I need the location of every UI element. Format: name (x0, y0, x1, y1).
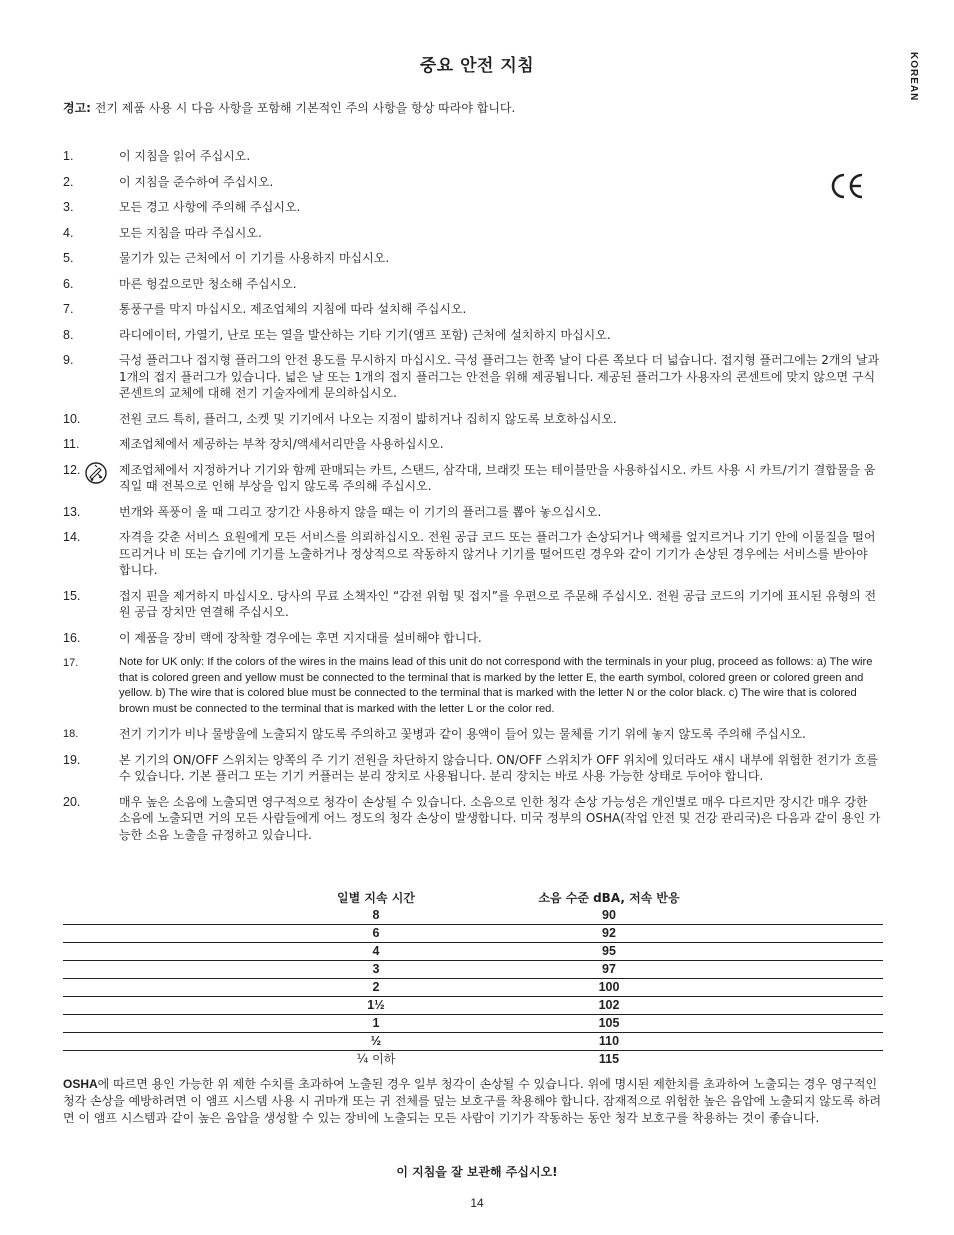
item-number: 19. (63, 752, 81, 767)
item-text: 접지 핀을 제거하지 마십시오. 당사의 무료 소책자인 “감전 위험 및 접지”를 우편으로 주문해 주십시오. 전원 공급 코드의 기기에 표시된 유형의 전원 공급 장치만 연결해 주십시오. (119, 588, 877, 619)
item-text: 제조업체에서 제공하는 부착 장치/액세서리만을 사용하십시오. (119, 437, 444, 451)
level-cell: 110 (598, 1034, 620, 1048)
duration-cell: 8 (372, 908, 380, 922)
header-noise-level: 소음 수준 dBA, 저속 반응 (538, 891, 680, 905)
item-number: 17. (63, 657, 79, 669)
list-item (63, 655, 883, 717)
list-item (63, 199, 883, 216)
item-text: 이 지침을 읽어 주십시오. (119, 149, 251, 163)
item-text: 매우 높은 소음에 노출되면 영구적으로 청각이 손상될 수 있습니다. 소음으로 인한 청각 손상 가능성은 개인별로 매우 다르지만 장시간 매우 강한 소음에 노출되면 거의 모든 사람들에게 어느 정도의 청각 손상이 발생합니다. 미국 정부의 OSHA(작업 안전 및 건강 관리국)은 다음과 같이 용인 가능한 소음 노출을 규정하고 있습니다. (119, 794, 881, 842)
item-number: 5. (63, 251, 74, 265)
osha-note-text: 에 따르면 용인 가능한 위 제한 수치를 초과하여 노출된 경우 일부 청각이 손상될 수 있습니다. 위에 명시된 제한치를 초과하여 노출되는 경우 영구적인 청각 손상을 예방하려면 이 앰프 시스템 사용 시 귀마개 또는 귀 전체를 덮는 보호구를 착용해야 합니다. 잠재적으로 위험한 높은 음압에 노출되지 않도록 하려면 이 앰프 시스템과 같이 높은 음압을 생성할 수 있는 장비에 노출되는 모든 사람이 기기가 작동하는 동안 청각 보호구를 착용하는 것이 좋습니다. (63, 1077, 882, 1125)
item-text: 자격을 갖춘 서비스 요원에게 모든 서비스를 의뢰하십시오. 전원 공급 코드 또는 플러그가 손상되거나 액체를 엎지르거나 기기 안에 이물질을 떨어뜨리거나 비 또는 습기에 기기를 노출하거나 정상적으로 작동하지 않거나 기기를 떨어뜨린 경우와 같이 기기가 손상된 경우에는 서비스를 받아야 합니다. (119, 530, 876, 577)
page-title: 중요 안전 지침 (419, 56, 535, 76)
language-tab: KOREAN (908, 52, 919, 102)
item-text: 극성 플러그나 접지형 플러그의 안전 용도를 무시하지 마십시오. 극성 플러그는 한쪽 날이 다른 쪽보다 더 넓습니다. 접지형 플러그에는 2개의 날과 1개의 접지 플러그가 있습니다. 넓은 날 또는 1개의 접지 플러그는 안전을 위해 제공됩니다. 제공된 플러그가 사용자의 콘센트에 맞지 않으면 구식 콘센트의 교체에 대해 전기 기술자에게 문의하십시오. (119, 353, 880, 400)
item-number: 7. (63, 302, 74, 316)
item-number: 6. (63, 276, 74, 291)
duration-cell: 1½ (367, 998, 385, 1012)
list-item (63, 276, 883, 293)
list-item (63, 411, 883, 428)
duration-cell: 6 (372, 926, 380, 940)
list-item (63, 327, 883, 344)
item-number: 8. (63, 327, 74, 342)
table-row (63, 943, 883, 961)
duration-cell: ¼ 이하 (356, 1052, 396, 1066)
osha-note (63, 1076, 885, 1127)
list-item (63, 250, 883, 267)
list-item (63, 529, 883, 579)
level-cell: 92 (602, 926, 616, 940)
item-number: 13. (63, 504, 81, 519)
keep-instructions-notice: 이 지침을 잘 보관해 주십시오! (396, 1165, 558, 1179)
item-number: 15. (63, 588, 81, 603)
list-item (63, 752, 883, 785)
cart-tip-over-warning-icon (84, 462, 108, 484)
table-row (63, 997, 883, 1015)
list-item (63, 436, 883, 453)
safety-instructions-list (63, 148, 883, 852)
level-cell: 100 (598, 980, 620, 994)
item-text: 모든 경고 사항에 주의해 주십시오. (119, 200, 301, 214)
level-cell: 105 (598, 1016, 620, 1030)
item-text: 본 기기의 ON/OFF 스위치는 양쪽의 주 기기 전원을 차단하지 않습니다. ON/OFF 스위치가 OFF 위치에 있더라도 섀시 내부에 위험한 전기가 흐를 수 있습니다. 기본 플러그 또는 기기 커플러는 분리 장치로 사용됩니다. 분리 장치는 바로 사용 가능한 상태로 두어야 합니다. (119, 752, 878, 783)
table-header-row (63, 889, 883, 907)
item-text: 전원 코드 특히, 플러그, 소켓 및 기기에서 나오는 지점이 밟히거나 집히지 않도록 보호하십시오. (119, 411, 617, 426)
item-number: 12. (63, 462, 81, 477)
table-row (63, 1033, 883, 1051)
item-text: Note for UK only: If the colors of the wires in the mains lead of this unit do not correspond with the terminals in your plug, proceed as follows: a) The wire that is colored green and yellow must be connected to the terminal that is marked by the letter E, the earth symbol, colored green or colored green and yellow. b) The wire that is colored blue must be connected to the terminal that is marked with the letter N or the color black. c) The wire that is colored brown must be connected to the terminal that is marked with the letter L or the color red. (119, 656, 873, 715)
table-row (63, 979, 883, 997)
item-text: 물기가 있는 근처에서 이 기기를 사용하지 마십시오. (119, 251, 390, 265)
item-text: 제조업체에서 지정하거나 기기와 함께 판매되는 카트, 스탠드, 삼각대, 브래킷 또는 테이블만을 사용하십시오. 카트 사용 시 카트/기기 결합물을 움직일 때 전복으로 인해 부상을 입지 않도록 주의해 주십시오. (119, 462, 876, 493)
level-cell: 90 (602, 908, 616, 922)
warning-statement (63, 100, 883, 116)
list-item (63, 225, 883, 242)
item-text: 번개와 폭풍이 올 때 그리고 장기간 사용하지 않을 때는 이 기기의 플러그를 뽑아 놓으십시오. (119, 504, 602, 519)
item-number: 16. (63, 630, 81, 645)
level-cell: 115 (598, 1052, 620, 1066)
list-item (63, 630, 883, 647)
item-number: 2. (63, 174, 74, 189)
table-row (63, 1015, 883, 1033)
list-item (63, 726, 883, 743)
item-number: 4. (63, 225, 74, 240)
item-number: 11. (63, 437, 80, 451)
item-text: 통풍구를 막지 마십시오. 제조업체의 지침에 따라 설치해 주십시오. (119, 302, 467, 316)
table-row (63, 925, 883, 943)
header-duration: 일별 지속 시간 (337, 891, 415, 905)
item-text: 이 지침을 준수하여 주십시오. (119, 174, 274, 189)
level-cell: 95 (602, 944, 616, 958)
table-row (63, 1051, 883, 1068)
list-item (63, 174, 883, 191)
item-number: 10. (63, 411, 81, 426)
list-item (63, 588, 883, 621)
level-cell: 97 (602, 962, 616, 976)
duration-cell: 2 (372, 980, 380, 994)
item-text: 전기 기기가 비나 물방울에 노출되지 않도록 주의하고 꽃병과 같이 용액이 들어 있는 물체를 기기 위에 놓지 않도록 주의해 주십시오. (119, 727, 806, 741)
level-cell: 102 (598, 998, 620, 1012)
list-item (63, 301, 883, 318)
noise-exposure-table (63, 889, 883, 1068)
item-text: 라디에이터, 가열기, 난로 또는 열을 발산하는 기타 기기(앰프 포함) 근처에 설치하지 마십시오. (119, 327, 611, 342)
list-item (63, 794, 883, 844)
table-row (63, 961, 883, 979)
item-number: 14. (63, 530, 81, 544)
list-item (63, 504, 883, 521)
list-item (63, 352, 883, 402)
duration-cell: 1 (372, 1016, 380, 1030)
table-row (63, 907, 883, 925)
osha-note-lead: OSHA (63, 1077, 98, 1091)
item-number: 9. (63, 353, 74, 367)
item-number: 1. (63, 149, 74, 163)
list-item (63, 148, 883, 165)
item-text: 마른 헝겊으로만 청소해 주십시오. (119, 276, 297, 291)
warning-text: 전기 제품 사용 시 다음 사항을 포함해 기본적인 주의 사항을 항상 따라야 합니다. (90, 101, 516, 115)
item-number: 18. (63, 728, 79, 740)
page-number: 14 (470, 1196, 484, 1210)
list-item (63, 462, 883, 495)
warning-label: 경고: (63, 101, 91, 115)
duration-cell: 4 (372, 944, 380, 958)
item-text: 이 제품을 장비 랙에 장착할 경우에는 후면 지지대를 설비해야 합니다. (119, 630, 482, 645)
item-number: 3. (63, 200, 74, 214)
duration-cell: 3 (372, 962, 380, 976)
item-number: 20. (63, 794, 81, 809)
item-text: 모든 지침을 따라 주십시오. (119, 225, 262, 240)
duration-cell: ½ (370, 1034, 382, 1048)
